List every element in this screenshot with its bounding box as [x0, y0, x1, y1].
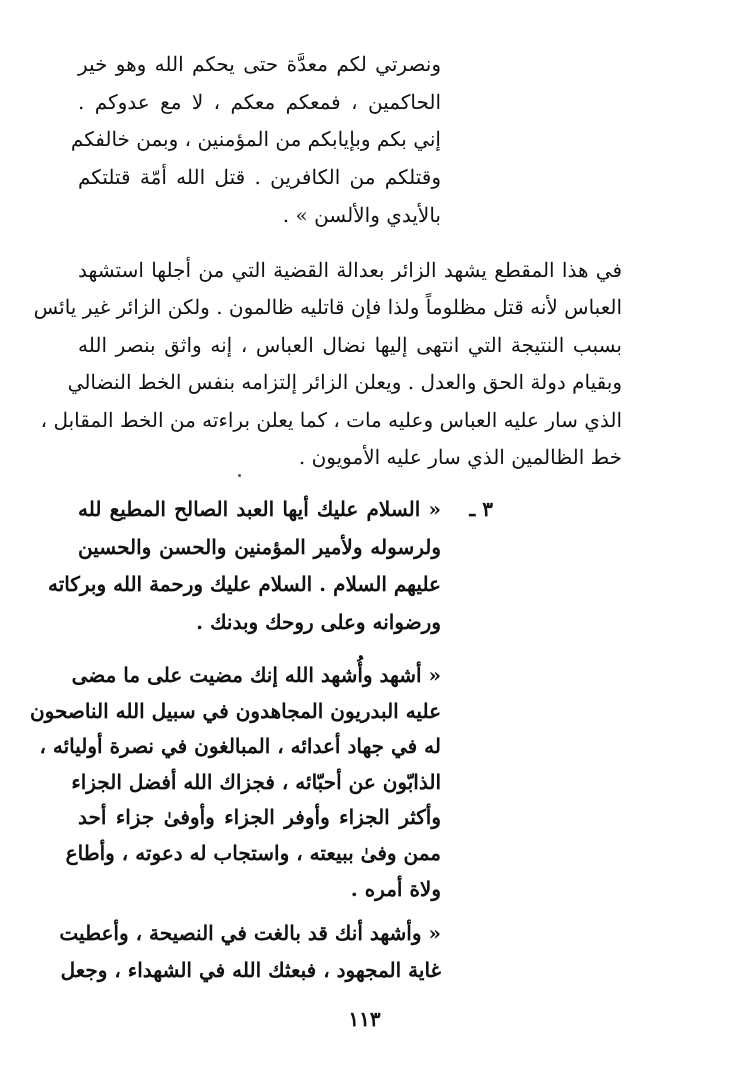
- poem-block: [70, 46, 441, 234]
- text-line: عليهم السلام . السلام عليك ورحمة الله وبركاته: [47, 572, 441, 596]
- text-line: العباس لأنه قتل مظلوماً ولذا فإن قاتليه ظالمون . ولكن الزائر غير يائس: [33, 295, 622, 320]
- text-line: الحاكمين ، فمعكم معكم ، لا مع عدوكم .: [78, 89, 441, 114]
- text-line: ولرسوله ولأمير المؤمنين والحسن والحسين: [78, 534, 441, 559]
- text-line: بالأيدي والألسن » .: [282, 202, 441, 227]
- text-line: الذي سار عليه العباس وعليه مات ، كما يعلن براءته من الخط المقابل ،: [40, 407, 622, 432]
- text-line: وأكثر الجزاء وأوفر الجزاء وأوفىٰ جزاء أحد: [78, 805, 441, 830]
- text-line: الذابّون عن أحبّائه ، فجزاك الله أفضل الجزاء: [71, 769, 441, 794]
- testimony-paragraph-1: [29, 658, 441, 907]
- text-line: ورضوانه وعلى روحك وبدنك .: [196, 609, 441, 634]
- text-line: « السلام عليك أيها العبد الصالح المطيع لله: [78, 497, 441, 521]
- text-line: وبقيام دولة الحق والعدل . ويعلن الزائر إلتزامه بنفس الخط النضالي: [67, 370, 622, 395]
- text-line: ونصرتي لكم معدَّة حتى يحكم الله وهو خير: [78, 52, 441, 76]
- section-3-text: [47, 491, 441, 641]
- text-line: عليه البدريون المجاهدون في سبيل الله الناصحون: [29, 698, 441, 723]
- stray-dot: [238, 474, 241, 477]
- page-number: ١١٣: [348, 1007, 381, 1031]
- text-line: وقتلكم من الكافرين . قتل الله أمّة قتلتكم: [78, 165, 441, 190]
- text-line: له في جهاد أعدائه ، المبالغون في نصرة أوليائه ،: [39, 734, 441, 759]
- text-line: ولاة أمره .: [350, 876, 441, 901]
- text-line: في هذا المقطع يشهد الزائر بعدالة القضية التي من أجلها استشهد: [78, 258, 622, 282]
- text-line: خط الظالمين الذي سار عليه الأمويون .: [298, 444, 622, 469]
- text-line: « وأشهد أنك قد بالغت في النصيحة ، وأعطيت: [59, 921, 441, 945]
- testimony-paragraph-2: [59, 915, 441, 989]
- text-line: إني بكم وبإيابكم من المؤمنين ، وبمن خالفكم: [70, 127, 441, 152]
- section-number: ٣ ـ: [469, 497, 493, 521]
- commentary-paragraph: [33, 252, 622, 476]
- text-line: « أشهد وأُشهد الله إنك مضيت على ما مضى: [71, 663, 441, 687]
- text-line: ممن وفىٰ ببيعته ، واستجاب له دعوته ، وأطاع: [65, 840, 441, 865]
- text-line: بسبب النتيجة التي انتهى إليها نضال العباس ، إنه واثق بنصر الله: [78, 332, 622, 357]
- text-line: غاية المجهود ، فبعثك الله في الشهداء ، وجعل: [60, 958, 441, 982]
